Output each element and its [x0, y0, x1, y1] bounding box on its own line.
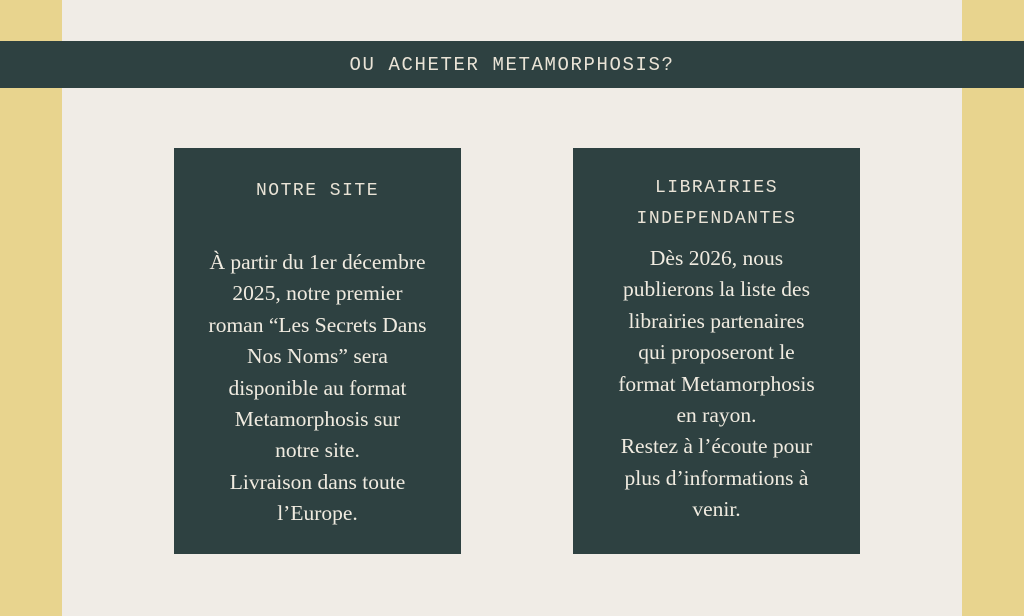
card-librairies-independantes [573, 148, 860, 554]
card-body-notre-site: À partir du 1er décembre 2025, notre premier roman “Les Secrets Dans Nos Noms” sera disponible au format Metamorphosis sur notre site. Livraison dans toute l’Europe. [208, 250, 427, 526]
section-title: OU ACHETER METAMORPHOSIS? [349, 53, 675, 76]
card-body-librairies-independantes: Dès 2026, nous publierons la liste des librairies partenaires qui proposeront le format Metamorphosis en rayon. Restez à l’écoute pour plus d’informations à venir. [618, 246, 815, 522]
section-header-bar [0, 41, 1024, 88]
right-decorative-band [962, 0, 1024, 616]
left-decorative-band [0, 0, 62, 616]
card-title-librairies-independantes: LIBRAIRIES INDEPENDANTES [636, 178, 797, 229]
card-notre-site [174, 148, 461, 554]
card-title-notre-site: NOTRE SITE [255, 181, 380, 201]
